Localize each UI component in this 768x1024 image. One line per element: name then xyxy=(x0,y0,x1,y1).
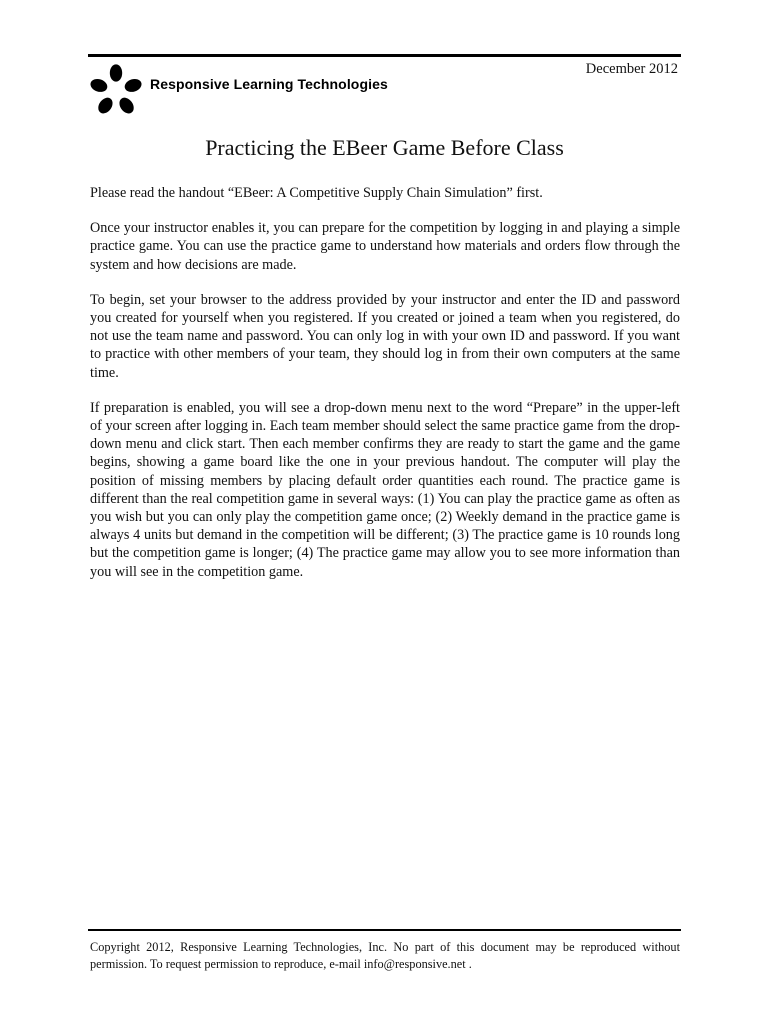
document-date: December 2012 xyxy=(585,61,678,77)
paragraph-login: To begin, set your browser to the address provided by your instructor and enter the ID and password you created for yourself when you registered. If you created or joined a team when you registered, do not use the team name and password. You can only log in with your own ID and password. If you want to practice with other members of your team, they should log in from their own computers at the same time. xyxy=(90,291,680,381)
document-title: Practicing the EBeer Game Before Class xyxy=(205,135,564,160)
paragraph-practice-game: If preparation is enabled, you will see a drop-down menu next to the word “Prepare” in the upper-left of your screen after logging in. Each team member should select the same practice game from the drop-down menu and click start. Then each member confirms they are ready to start the game and the game begins, showing a game board like the one in your previous handout. The computer will play the position of missing members by placing default order quantities each round. The practice game is different than the real competition game in several ways: (1) You can play the practice game as often as you wish but you can only play the competition game once; (2) Weekly demand in the practice game is always 4 units but demand in the competition will be different; (3) The practice game is 10 rounds long but the competition game is longer; (4) The practice game may allow you to see more information than you will see in the competition game. xyxy=(90,399,680,580)
footer-copyright: Copyright 2012, Responsive Learning Technologies, Inc. No part of this document may be reproduced without permission. To request permission to reproduce, e-mail info@responsive.net . xyxy=(90,940,680,971)
document-body xyxy=(90,184,680,598)
footer-rule xyxy=(88,929,681,931)
paragraph-prepare: Once your instructor enables it, you can prepare for the competition by logging in and playing a simple practice game. You can use the practice game to understand how materials and orders flow through the system and how decisions are made. xyxy=(90,220,680,273)
header-rule xyxy=(88,54,681,57)
company-name: Responsive Learning Technologies xyxy=(150,76,388,92)
flower-logo-icon xyxy=(88,62,144,120)
paragraph-intro: Please read the handout “EBeer: A Competitive Supply Chain Simulation” first. xyxy=(90,185,543,201)
